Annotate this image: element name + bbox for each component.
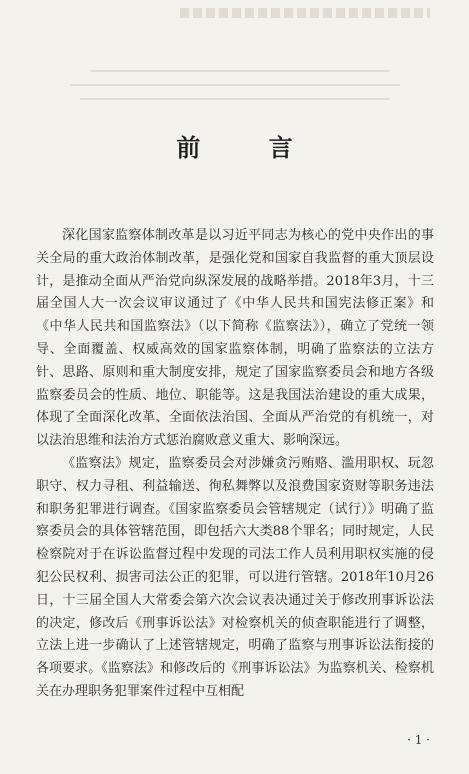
paragraph-2: 《监察法》规定，监察委员会对涉嫌贪污贿赂、滥用职权、玩忽职守、权力寻租、利益输送、徇私舞弊以及浪费国家资财等职务违法和职务犯罪进行调查。《国家监察委员会管辖规定（试行）》明确了监察委员会的具体管辖范围，即包括六大类88个罪名；同时规定，人民检察院对于在诉讼监督过程中发现的司法工作人员利用职权实施的侵犯公民权利、损害司法公正的犯罪，可以进行管辖。2018年10月26日，十三届全国人大常委会第六次会议表决通过关于修改刑事诉讼法的决定，修改后《刑事诉讼法》对检察机关的侦查职能进行了调整，立法上进一步确认了上述管辖规定，明确了监察与刑事诉讼法衔接的各项要求。《监察法》和修改后的《刑事诉讼法》为监察机关、检察机关在办理职务犯罪案件过程中互相配 [36,455,434,699]
page-number: · 1 · [407,733,430,747]
bleed-through-text [0,0,469,110]
body-text [36,225,434,704]
paragraph-1: 深化国家监察体制改革是以习近平同志为核心的党中央作出的事关全局的重大政治体制改革，是强化党和国家自我监督的重大顶层设计，是推动全面从严治党向纵深发展的战略举措。2018年3月，十三届全国人大一次会议审议通过了《中华人民共和国宪法修正案》和《中华人民共和国监察法》（以下简称《监察法》），确立了党统一领导、全面覆盖、权威高效的国家监察体制，明确了监察法的立法方针、思路、原则和重大制度安排，规定了国家监察委员会和地方各级监察委员会的性质、地位、职能等。这是我国法治建设的重大成果，体现了全面深化改革、全面依法治国、全面从严治党的有机统一，对以法治思维和法治方式惩治腐败意义重大、影响深远。 [36,228,434,449]
page-title: 前 言 [176,133,323,162]
